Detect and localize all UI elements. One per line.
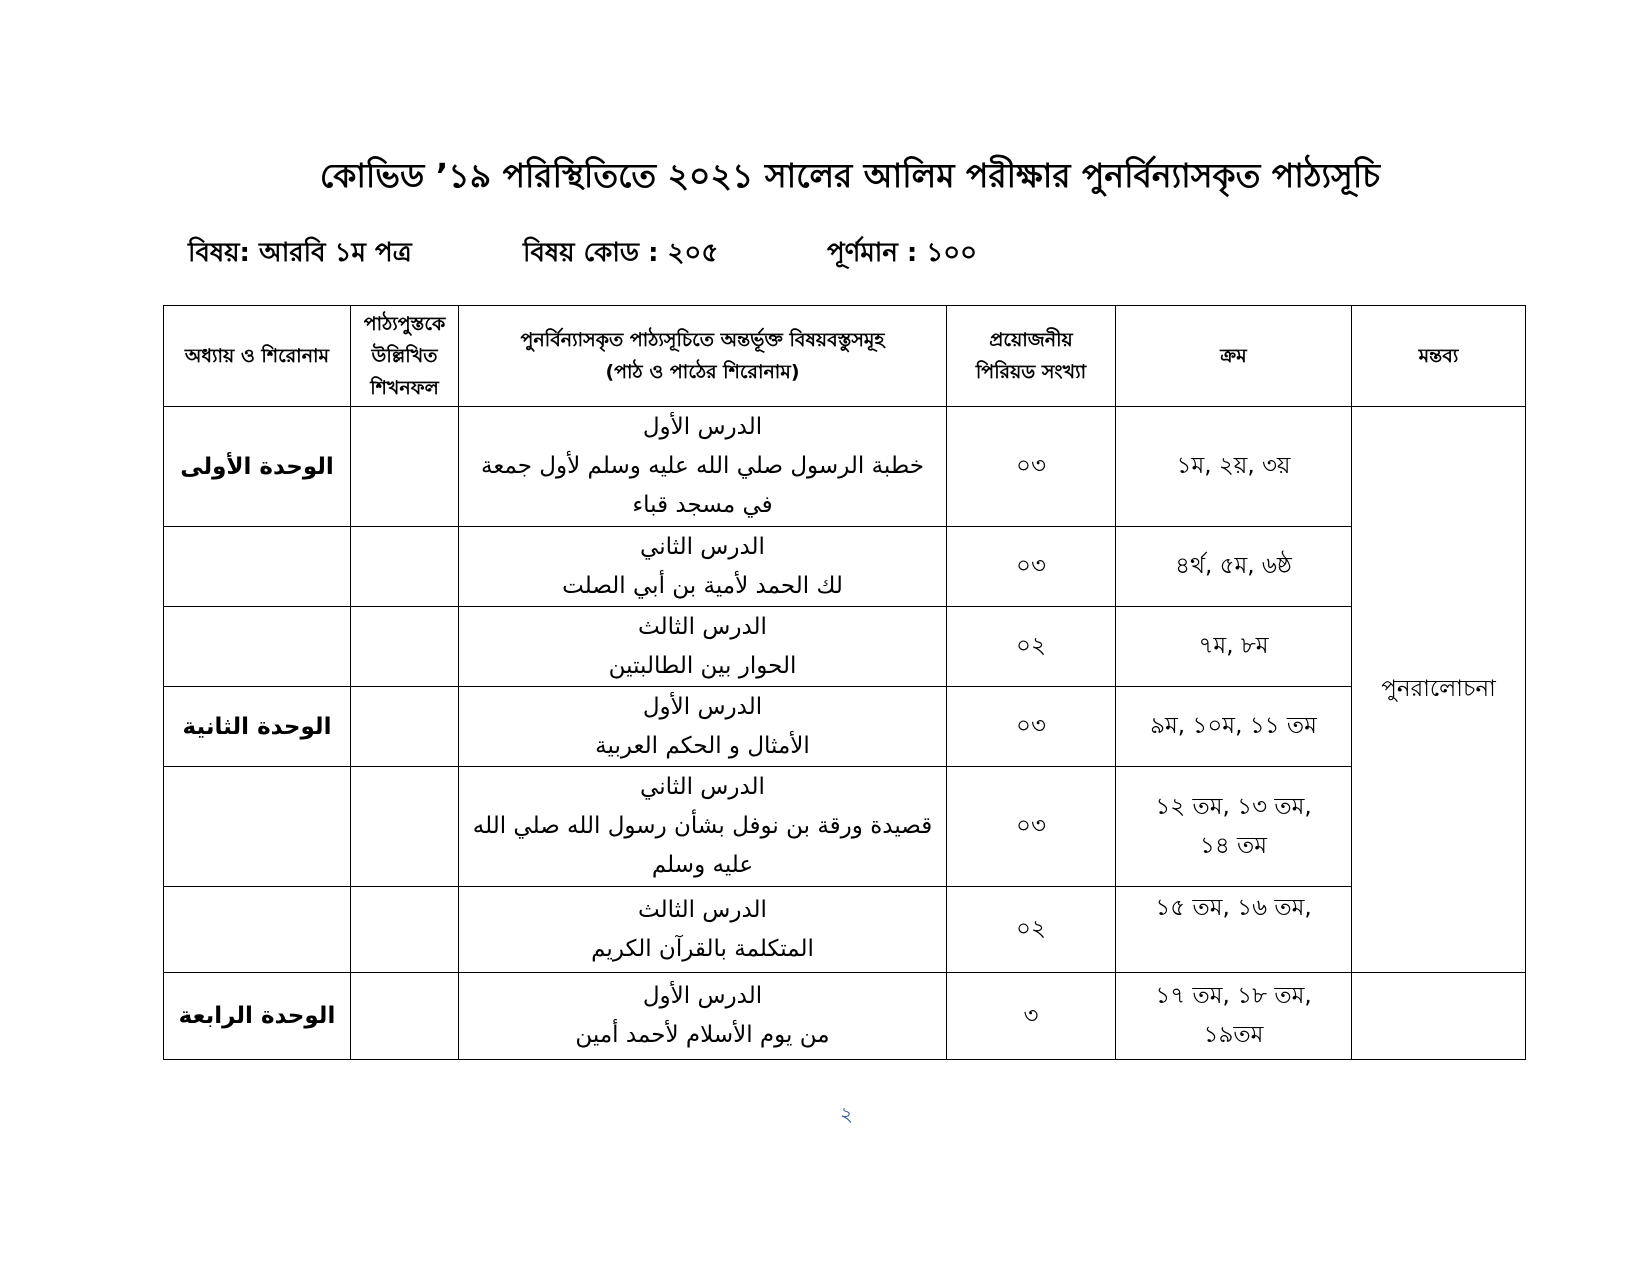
outcome-cell [351, 527, 459, 607]
chapter-cell: الوحدة الأولى [164, 407, 351, 527]
header-order: ক্রম [1116, 306, 1352, 407]
order-cell: ১ম, ২য়, ৩য় [1116, 407, 1352, 527]
periods-cell: ০৩ [947, 767, 1116, 887]
periods-cell: ০৩ [947, 407, 1116, 527]
table-row [164, 887, 1526, 973]
chapter-cell: الوحدة الرابعة [164, 973, 351, 1060]
page-title: কোভিড ’১৯ পরিস্থিতিতে ২০২১ সালের আলিম পরীক্ষার পুনর্বিন্যাসকৃত পাঠ্যসূচি [319, 156, 1381, 195]
table-row [164, 607, 1526, 687]
periods-cell: ০৩ [947, 527, 1116, 607]
chapter-cell [164, 607, 351, 687]
table-row [164, 527, 1526, 607]
order-cell: ৪র্থ, ৫ম, ৬ষ্ঠ [1116, 527, 1352, 607]
content-cell: الدرس الأول خطبة الرسول صلي الله عليه وسلم لأول جمعة في مسجد قباء [459, 407, 947, 527]
order-cell: ১২ তম, ১৩ তম, ১৪ তম [1116, 767, 1352, 887]
subject-label: বিষয়: আরবি ১ম পত্র [188, 238, 412, 268]
chapter-cell [164, 527, 351, 607]
syllabus-table [163, 305, 1526, 1060]
subject-code-label: বিষয় কোড : ২০৫ [523, 238, 719, 268]
outcome-cell [351, 973, 459, 1060]
content-cell: الدرس الأول الأمثال و الحكم العربية [459, 687, 947, 767]
content-cell: الدرس الثاني قصيدة ورقة بن نوفل بشأن رسول الله صلي الله عليه وسلم [459, 767, 947, 887]
periods-cell: ০২ [947, 887, 1116, 973]
table-row [164, 687, 1526, 767]
outcome-cell [351, 687, 459, 767]
header-chapter: অধ্যায় ও শিরোনাম [164, 306, 351, 407]
order-cell: ১৫ তম, ১৬ তম, [1116, 887, 1352, 973]
header-remarks: মন্তব্য [1352, 306, 1526, 407]
remarks-cell: পুনরালোচনা [1352, 407, 1526, 973]
order-cell: ১৭ তম, ১৮ তম, ১৯তম [1116, 973, 1352, 1060]
content-cell: الدرس الثالث الحوار بين الطالبتين [459, 607, 947, 687]
order-cell: ৯ম, ১০ম, ১১ তম [1116, 687, 1352, 767]
periods-cell: ০২ [947, 607, 1116, 687]
chapter-cell: الوحدة الثانية [164, 687, 351, 767]
outcome-cell [351, 407, 459, 527]
content-cell: الدرس الثالث المتكلمة بالقرآن الكريم [459, 887, 947, 973]
outcome-cell [351, 887, 459, 973]
remarks-cell-empty [1352, 973, 1526, 1060]
chapter-cell [164, 767, 351, 887]
table-row [164, 407, 1526, 527]
page-number: ২ [840, 1102, 854, 1126]
outcome-cell [351, 767, 459, 887]
order-cell: ৭ম, ৮ম [1116, 607, 1352, 687]
periods-cell: ৩ [947, 973, 1116, 1060]
header-periods: প্রয়োজনীয় পিরিয়ড সংখ্যা [947, 306, 1116, 407]
full-marks-label: পূর্ণমান : ১০০ [827, 238, 978, 268]
content-cell: الدرس الثاني لك الحمد لأمية بن أبي الصلت [459, 527, 947, 607]
content-cell: الدرس الأول من يوم الأسلام لأحمد أمين [459, 973, 947, 1060]
periods-cell: ০৩ [947, 687, 1116, 767]
outcome-cell [351, 607, 459, 687]
header-learning-outcome: পাঠ্যপুস্তকে উল্লিখিত শিখনফল [351, 306, 459, 407]
table-header-row [164, 306, 1526, 407]
table-row [164, 973, 1526, 1060]
chapter-cell [164, 887, 351, 973]
header-content: পুনর্বিন্যাসকৃত পাঠ্যসূচিতে অন্তর্ভূক্ত বিষয়বস্তুসমূহ (পাঠ ও পাঠের শিরোনাম) [459, 306, 947, 407]
table-row [164, 767, 1526, 887]
